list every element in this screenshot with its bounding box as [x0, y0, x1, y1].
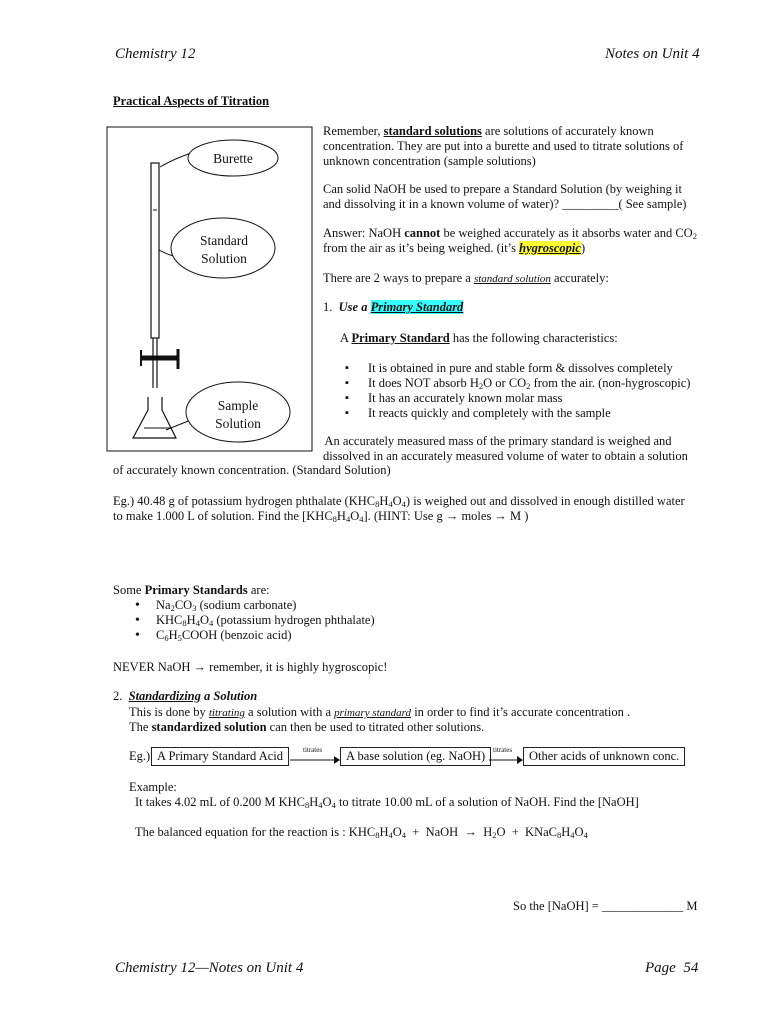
method-1-para-line-1: An accurately measured mass of the primary standard is weighed and [322, 434, 672, 448]
method-1-para-line-3: of accurately known concentration. (Standard Solution) [113, 463, 391, 477]
list-item: ▪ It is obtained in pure and stable form & dissolves completely [345, 361, 705, 376]
list-item: ▪ It does NOT absorb $H_2O$ or $CO_2$ from the air. (non-hygroscopic) [345, 376, 705, 391]
method-2-heading: 2. Standardizing a Solution [113, 689, 258, 703]
standard-solution-callout [171, 218, 275, 278]
primary-standard-term: Primary Standard [370, 300, 464, 314]
primary-standards-lead: Some Primary Standards are: [113, 583, 270, 597]
flow-arrow-2-label: titrates [493, 746, 513, 754]
example-2-lead: Example: [129, 780, 177, 794]
ways-paragraph: There are 2 ways to prepare a standard solution accurately: [323, 271, 609, 285]
question-paragraph: Can solid NaOH be used to prepare a Standard Solution (by weighing it and dissolving it in a known volume of water)? _________( See sample) [323, 182, 687, 211]
sample-label-1: Sample [217, 398, 259, 413]
method-2-line-2: The standardized solution can then be used to titrated other solutions. [129, 720, 485, 734]
standard-label-2: Solution [201, 251, 247, 266]
method-1-heading: 1. Use a Primary Standard [323, 300, 464, 314]
never-naoh-note: NEVER NaOH → remember, it is highly hygroscopic! [113, 660, 388, 674]
balanced-equation: The balanced equation for the reaction is : $KHC_8H_4O_4$ + NaOH → $H_2O$ + $KNaC_8H_4O_4$ [135, 825, 588, 840]
flow-box-primary-standard: A Primary Standard Acid [151, 747, 289, 766]
erlenmeyer-flask [133, 397, 176, 438]
example-1-line-2: to make 1.000 L of solution. Find the $[KHC_8H_4O_4]$. (HINT: Use g → moles → M ) [113, 509, 529, 524]
hygroscopic-term: hygroscopic [519, 241, 581, 255]
list-item: ▪ It has an accurately known molar mass [345, 391, 705, 406]
standard-solutions-term: standard solutions [383, 124, 482, 138]
list-item: ▪ It reacts quickly and completely with the sample [345, 406, 705, 421]
sample-label-2: Solution [215, 416, 261, 431]
answer-paragraph: Answer: NaOH cannot be weighed accurately as it absorbs water and $CO_2$ from the air as it’s being weighed. (it’s hygroscopic) [323, 226, 697, 255]
method-2-line-1: This is done by titrating a solution with a primary standard in order to find it’s accurate concentration . [129, 705, 631, 719]
list-item: • $KHC_8H_4O_4$ (potassium hydrogen phthalate) [133, 613, 533, 628]
list-item: • $Na_2CO_3$ (sodium carbonate) [133, 598, 533, 613]
flow-lead: Eg.) [129, 749, 151, 763]
characteristics-intro: A Primary Standard has the following characteristics: [340, 331, 618, 345]
characteristics-list [345, 361, 705, 421]
header-right: Notes on Unit 4 [605, 46, 700, 62]
primary-standards-list [133, 598, 533, 643]
page-number: Page 54 [645, 960, 699, 976]
example-2-line-1: It takes 4.02 mL of 0.200 M $KHC_8H_4O_4$ to titrate 10.00 mL of a solution of NaOH. Find the [NaOH] [135, 795, 639, 810]
example-1-line-1: Eg.) 40.48 g of potassium hydrogen phthalate $(KHC_8H_4O_4)$ is weighed out and dissolved in enough distilled water [113, 494, 685, 509]
naoh-answer-blank: So the [NaOH] = _____________ M [513, 899, 698, 913]
flow-arrow-1 [290, 752, 340, 766]
method-1-para-line-2: dissolved in an accurately measured volume of water to obtain a solution [323, 449, 688, 463]
section-title: Practical Aspects of Titration [113, 94, 270, 108]
burette-tube [151, 163, 159, 338]
flow-arrow-1-label: titrates [303, 746, 323, 754]
intro-paragraph: Remember, standard solutions are solutions of accurately known concentration. They are put into a burette and used to titrate solutions of unknown concentration (sample solutions) [323, 124, 684, 168]
flow-box-other-acids: Other acids of unknown conc. [523, 747, 685, 766]
list-item: • $C_6H_5COOH$ (benzoic acid) [133, 628, 533, 643]
flow-arrow-2 [489, 752, 523, 766]
burette-label: Burette [213, 151, 253, 166]
flow-box-base-solution: A base solution (eg. NaOH) [340, 747, 491, 766]
footer-left: Chemistry 12—Notes on Unit 4 [115, 960, 304, 976]
header-left: Chemistry 12 [115, 46, 196, 62]
standard-label-1: Standard [200, 233, 248, 248]
